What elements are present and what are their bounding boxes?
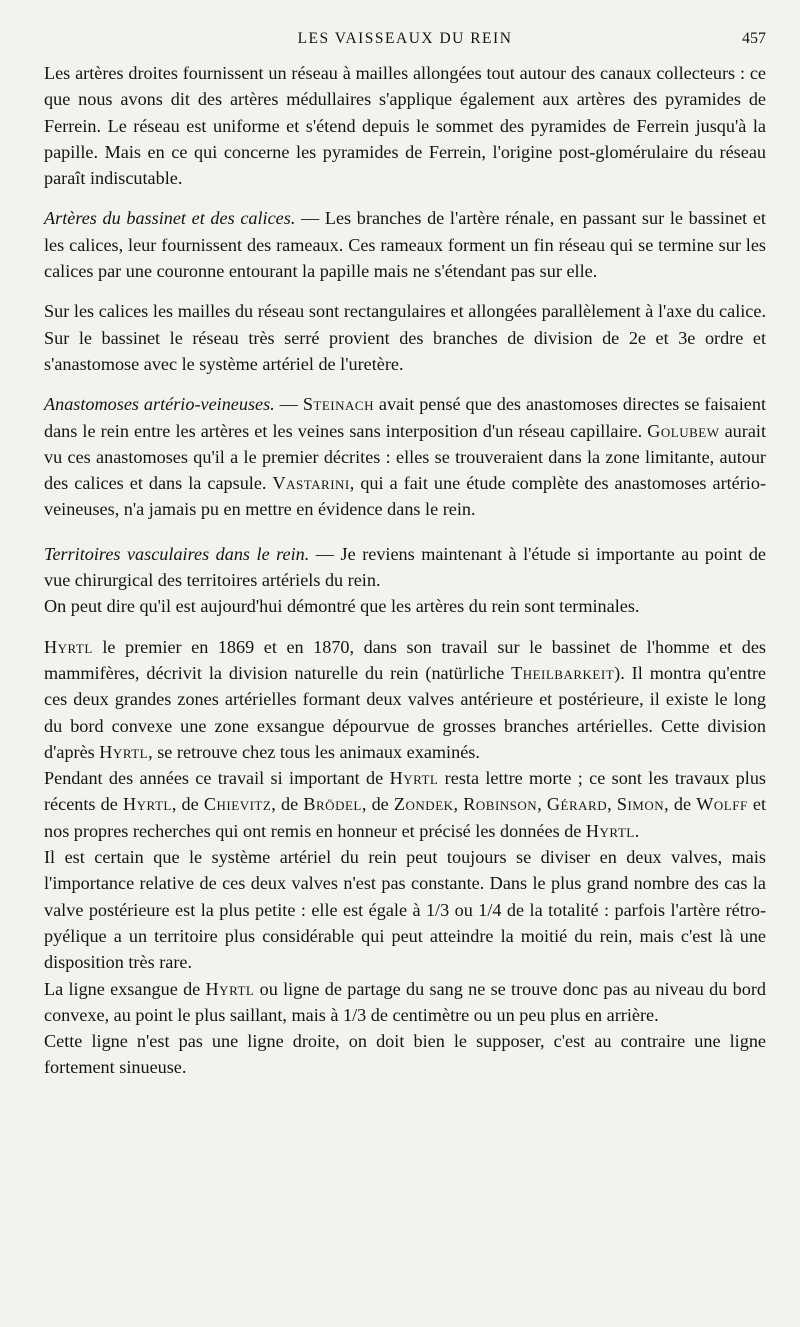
section-heading: Territoires vasculaires dans le rein. bbox=[44, 543, 310, 564]
author-name: Hyrtl bbox=[123, 794, 172, 815]
paragraph-8: Pendant des années ce travail si important de Hyrtl resta lettre morte ; ce sont les travaux plus récents de Hyrtl, de Chievitz, de Brödel, de Zondek, Robinson, Gérard, Simon, de Wolff et nos propres recherches qui ont remis en honneur et précisé les données de Hyrtl. bbox=[44, 768, 766, 841]
author-name: Robinson bbox=[463, 794, 538, 815]
author-name: Hyrtl bbox=[205, 978, 255, 999]
page-number: 457 bbox=[742, 30, 766, 47]
author-name: Brödel bbox=[303, 794, 362, 815]
author-name: Vastarini bbox=[272, 473, 350, 494]
paragraph-5: Territoires vasculaires dans le rein. — Je reviens maintenant à l'étude si importante au point de vue chirurgical des territoires artériels du rein. bbox=[44, 543, 766, 591]
paragraph-7: Hyrtl le premier en 1869 et en 1870, dans son travail sur le bassinet de l'homme et des mammifères, décrivit la division naturelle du rein (natürliche Theilbarkeit). Il montra qu'entre ces deux grandes zones artérielles formant deux valves antérieure et postérieure, il existe le long du bord convexe une zone exsangue dépourvue de grosses branches artérielles. Cette division d'après Hyrtl, se retrouve chez tous les animaux examinés. bbox=[44, 636, 766, 762]
author-name: Wolff bbox=[696, 794, 748, 815]
author-name: Gérard bbox=[546, 794, 608, 815]
section-heading: Artères du bassinet et des calices. bbox=[44, 208, 296, 229]
author-name: Hyrtl bbox=[389, 768, 439, 789]
author-name: Zondek bbox=[393, 794, 454, 815]
running-title: LES VAISSEAUX DU REIN bbox=[297, 30, 513, 47]
body-text bbox=[44, 60, 766, 1081]
author-name: Hyrtl bbox=[44, 636, 93, 657]
author-name: Hyrtl bbox=[585, 820, 635, 841]
author-name: Steinach bbox=[302, 394, 374, 415]
section-heading: Anastomoses artério-veineuses. bbox=[44, 394, 275, 415]
author-name: Hyrtl bbox=[99, 741, 149, 762]
paragraph-10: La ligne exsangue de Hyrtl ou ligne de partage du sang ne se trouve donc pas au niveau du bord convexe, au point le plus saillant, mais à 1/3 de centimètre ou un peu plus en arrière. bbox=[44, 978, 766, 1025]
term-name: Theilbarkeit bbox=[511, 662, 615, 683]
author-name: Chievitz bbox=[203, 794, 272, 815]
paragraph-9: Il est certain que le système artériel du rein peut toujours se diviser en deux valves, mais l'importance relative de ces deux valves n'est pas constante. Dans le plus grand nombre des cas la valve postérieure est la plus petite : elle est égale à 1/3 ou 1/4 de la totalité : parfois l'artère rétro-pyélique a un territoire plus considérable qui peut atteindre la moitié du rein, mais c'est là une disposition très rare. bbox=[44, 847, 766, 973]
paragraph-2: Artères du bassinet et des calices. — Les branches de l'artère rénale, en passant sur le bassinet et les calices, leur fournissent des rameaux. Ces rameaux forment un fin réseau qui se termine sur les calices par une couronne entourant la papille mais ne s'étendant pas sur elle. bbox=[44, 208, 766, 282]
paragraph-4: Anastomoses artério-veineuses. — Steinach avait pensé que des anastomoses directes se faisaient dans le rein entre les artères et les veines sans interposition d'un réseau capillaire. Golubew aurait vu ces anastomoses qu'il a le premier décrites : elles se trouveraient dans la zone limitante, autour des calices et dans la capsule. Vastarini, qui a fait une étude complète des anastomoses artério-veineuses, n'a jamais pu en mettre en évidence dans le rein. bbox=[44, 394, 767, 520]
paragraph-6: On peut dire qu'il est aujourd'hui démontré que les artères du rein sont terminales. bbox=[44, 596, 640, 617]
paragraph-3: Sur les calices les mailles du réseau sont rectangulaires et allongées parallèlement à l'axe du calice. Sur le bassinet le réseau très serré provient des branches de division de 2e et 3e ordre et s'anastomose avec le système artériel de l'uretère. bbox=[44, 301, 766, 374]
paragraph-11: Cette ligne n'est pas une ligne droite, on doit bien le supposer, c'est au contraire une ligne fortement sinueuse. bbox=[44, 1031, 766, 1078]
author-name: Simon bbox=[616, 794, 665, 815]
author-name: Golubew bbox=[647, 420, 720, 441]
paragraph-1: Les artères droites fournissent un réseau à mailles allongées tout autour des canaux collecteurs : ce que nous avons dit des artères médullaires s'applique également aux artères des pyramides de Ferrein. Le réseau est uniforme et s'étend depuis le sommet des pyramides de Ferrein jusqu'à la papille. Mais en ce qui concerne les pyramides de Ferrein, l'origine post-glomérulaire du réseau paraît indiscutable. bbox=[44, 63, 766, 189]
running-head bbox=[44, 24, 766, 58]
